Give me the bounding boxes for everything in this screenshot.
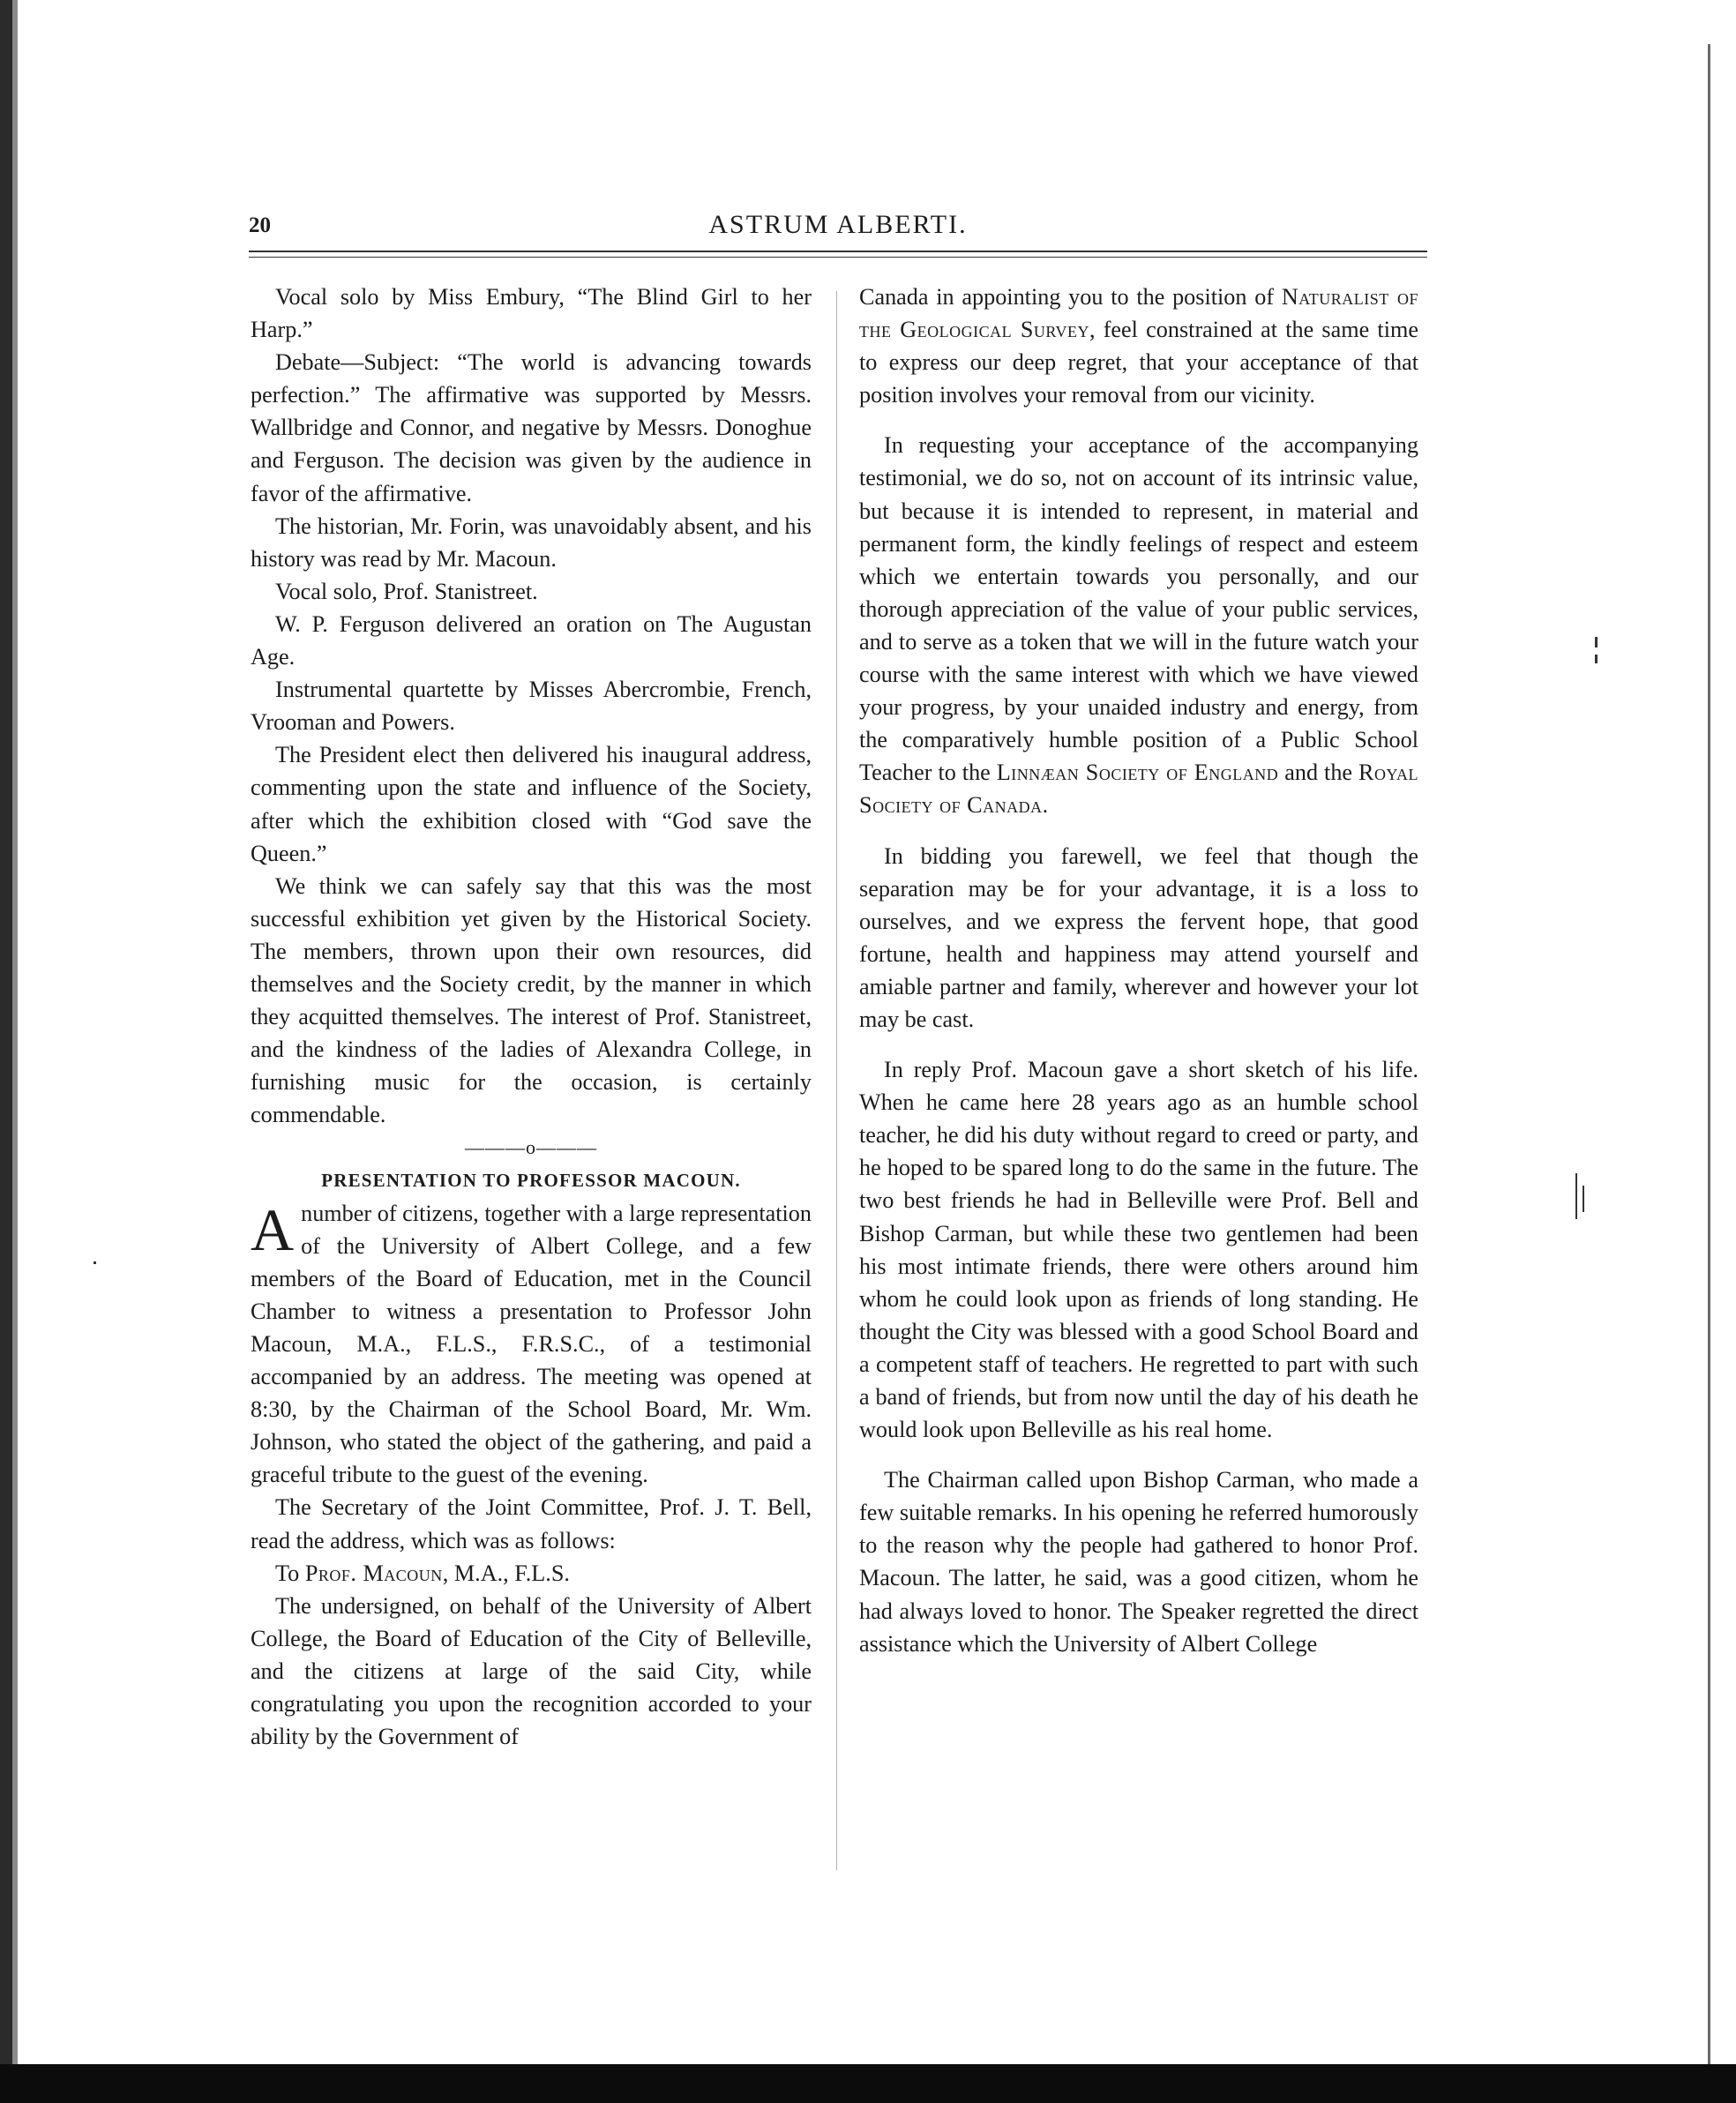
paragraph-farewell: In bidding you farewell, we feel that though the separation may be for your advantage, it is a loss to ourselves, and we express the fervent hope, that good fortune, health and happiness may attend yourself and amiable partner and family, wherever and however your lot may be cast. xyxy=(859,842,1418,1032)
paragraph-oration: W. P. Ferguson delivered an oration on The Augustan Age. xyxy=(251,610,812,670)
paragraph-macoun-reply: In reply Prof. Macoun gave a short sketch of his life. When he came here 28 years ago as an humble school teacher, he did his duty without regard to creed or party, and he hoped to be spared long to do the same in the future. The two best friends he had in Belleville were Prof. Bell and Bishop Carman, but while these two gentlemen had been his most intimate friends, there were others around him whom he could look upon as friends of long standing. He thought the City was blessed with a good School Board and a competent staff of teachers. He regretted to part with such a band of friends, but from now until the day of his death he would look upon Belleville as his real home. xyxy=(859,1057,1418,1443)
paragraph-secretary: The Secretary of the Joint Committee, Prof. J. T. Bell, read the address, which was as follows: xyxy=(251,1494,812,1553)
salutation-rest: , M.A., F.L.S. xyxy=(442,1560,570,1586)
paragraph-debate: Debate—Subject: “The world is advancing towards perfection.” The affirmative was supported by Messrs. Wallbridge and Connor, and negative by Messrs. Donoghue and Ferguson. The decision was given by the audience in favor of the affirmative. xyxy=(251,349,812,506)
testimonial-and: and the xyxy=(1278,760,1359,786)
presentation-intro-text: number of citizens, together with a large representation of the University of Albert College, and a few members of the Board of Education, met in the Council Chamber to witness a presentation to Professor John Macoun, M.A., F.L.S., F.R.S.C., of a testimonial accompanied by an address. The meeting was opened at 8:30, by the Chairman of the School Board, Mr. Wm. Johnson, who stated the object of the gathering, and paid a graceful tribute to the guest of the evening. xyxy=(251,1200,812,1488)
page-header xyxy=(249,210,1427,247)
paragraph-president-address: The President elect then delivered his inaugural address, commenting upon the state and influence of the Society, after which the exhibition closed with “God save the Queen.” xyxy=(251,742,812,866)
royal-society: Royal Society of Canada xyxy=(859,760,1418,819)
header-rule-thin xyxy=(249,257,1427,258)
paragraph-presentation-intro xyxy=(251,1197,812,1492)
naturalist-position: Naturalist of the Geological Survey xyxy=(859,284,1419,343)
paragraph-testimonial xyxy=(859,429,1418,821)
paragraph-gap xyxy=(859,822,1418,840)
section-heading: PRESENTATION TO PROFESSOR MACOUN. xyxy=(321,1169,741,1191)
paragraph-gap xyxy=(859,1446,1418,1463)
paragraph-address-opening: The undersigned, on behalf of the University of Albert College, the Board of Education of the City of Belleville, and the citizens at large of the said City, while congratulating you upon the recognition accorded to your ability by the Government of xyxy=(251,1592,812,1750)
margin-mark xyxy=(1583,1186,1584,1212)
page-right-edge xyxy=(1708,44,1710,2064)
scan-left-edge-shadow xyxy=(12,0,18,2103)
linnaean-society: Linnæan Society of England xyxy=(996,760,1279,786)
address-continued-start: Canada in appointing you to the position of xyxy=(859,284,1282,310)
paragraph-bishop-carman: The Chairman called upon Bishop Carman, who made a few suitable remarks. In his opening he referred humorously to the reason why the people had gathered to honor Prof. Macoun. The latter, he said, was a good citizen, whom he had always loved to honor. The Speaker regretted the direct assistance which the University of Albert College xyxy=(859,1467,1418,1657)
paragraph-vocal-solo-stanistreet: Vocal solo, Prof. Stanistreet. xyxy=(275,578,538,604)
testimonial-end: . xyxy=(1042,792,1049,819)
left-column xyxy=(251,281,812,1753)
header-rule xyxy=(249,251,1427,252)
margin-mark xyxy=(1575,1173,1577,1219)
margin-mark xyxy=(1595,655,1598,663)
paragraph-gap xyxy=(859,411,1418,429)
salutation-to: To xyxy=(275,1560,305,1586)
scan-bottom-edge xyxy=(0,2064,1736,2103)
column-rule xyxy=(836,291,837,1870)
dropcap-letter: A xyxy=(251,1195,295,1263)
salutation-name: Prof. Macoun xyxy=(304,1560,443,1586)
paragraph-vocal-solo-embury: Vocal solo by Miss Embury, “The Blind Girl to her Harp.” xyxy=(251,284,812,343)
page-number: 20 xyxy=(249,213,271,237)
paragraph-address-continued xyxy=(859,281,1418,411)
right-column xyxy=(859,281,1418,1660)
section-divider: ———o——— xyxy=(465,1136,597,1159)
testimonial-start: In requesting your acceptance of the accompanying testimonial, we do so, not on account of its intrinsic value, but because it is intended to represent, in material and permanent form, the kindly feelings of respect and esteem which we entertain towards you personally, and our thorough appreciation of the value of your public services, and to serve as a token that we will in the future watch your course with the same interest with which we have viewed your progress, by your unaided industry and energy, from the comparatively humble position of a Public School Teacher to the xyxy=(859,432,1418,786)
address-salutation xyxy=(251,1557,812,1590)
running-title: ASTRUM ALBERTI. xyxy=(708,210,968,239)
margin-mark xyxy=(1595,637,1598,647)
paragraph-gap xyxy=(859,1036,1418,1053)
margin-mark xyxy=(94,1261,96,1264)
paragraph-historian: The historian, Mr. Forin, was unavoidably absent, and his history was read by Mr. Macoun. xyxy=(251,513,812,572)
paragraph-quartette: Instrumental quartette by Misses Abercrombie, French, Vrooman and Powers. xyxy=(251,677,812,736)
paragraph-exhibition-summary: We think we can safely say that this was the most successful exhibition yet given by the Historical Society. The members, thrown upon their own resources, did themselves and the Society credit, by the manner in which they acquitted themselves. The interest of Prof. Stanistreet, and the kindness of the ladies of Alexandra College, in furnishing music for the occasion, is certainly commendable. xyxy=(251,872,812,1128)
scan-left-edge xyxy=(0,0,12,2103)
address-continued-end: , feel constrained at the same time to express our deep regret, that your acceptance of that position involves your removal from our vicinity. xyxy=(859,317,1418,408)
